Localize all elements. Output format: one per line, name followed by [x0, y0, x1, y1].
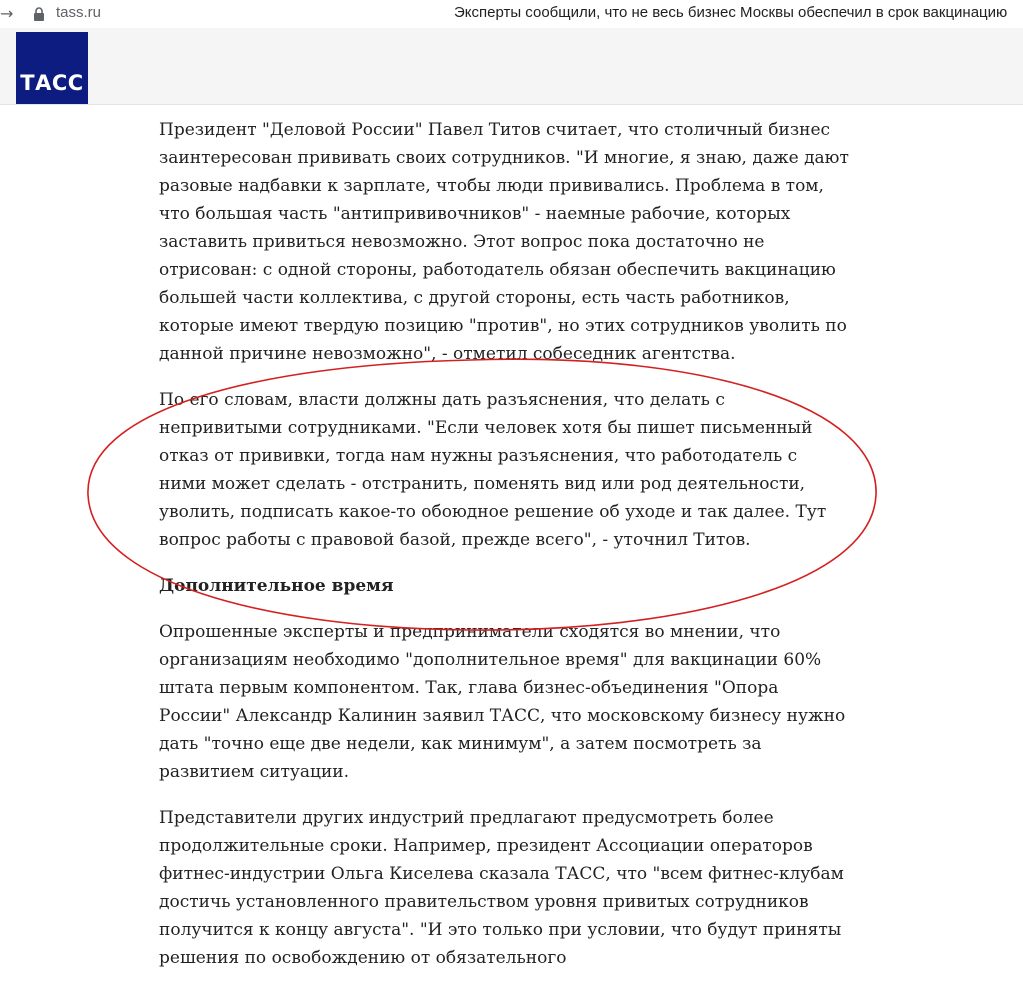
url-domain[interactable]: tass.ru: [56, 4, 102, 21]
page-title: Эксперты сообщили, что не весь бизнес Москвы обеспечил в срок вакцинацию: [454, 4, 1008, 21]
article-paragraph: Президент "Деловой России" Павел Титов считает, что столичный бизнес заинтересован прививать своих сотрудников. "И многие, я знаю, даже дают разовые надбавки к зарплате, чтобы люди прививались. Проблема в том, что большая часть "антипрививочников" - наемные рабочие, которых заставить привиться невозможно. Этот вопрос пока достаточно не отрисован: с одной стороны, работодатель обязан обеспечить вакцинацию большей части коллектива, с другой стороны, есть часть работников, которые имеют твердую позицию "против", но этих сотрудников уволить по данной причине невозможно", - отметил собеседник агентства.: [159, 120, 849, 364]
tass-logo[interactable]: [16, 32, 88, 104]
forward-arrow-icon[interactable]: →: [0, 4, 14, 23]
browser-address-bar: [0, 0, 1023, 29]
article-body: [159, 116, 849, 990]
article-paragraph: Опрошенные эксперты и предприниматели сходятся во мнении, что организациям необходимо "дополнительное время" для вакцинации 60% штата первым компонентом. Так, глава бизнес-объединения "Опора России" Александр Калинин заявил ТАСС, что московскому бизнесу нужно дать "точно еще две недели, как минимум", а затем посмотреть за развитием ситуации.: [159, 622, 846, 782]
lock-icon[interactable]: [32, 6, 46, 22]
site-header: [0, 28, 1023, 105]
article-subheading: Дополнительное время: [159, 576, 394, 596]
logo-text: ТАСС: [20, 71, 84, 95]
article-paragraph: Представители других индустрий предлагают предусмотреть более продолжительные сроки. Например, президент Ассоциации операторов фитнес-индустрии Ольга Киселева сказала ТАСС, что "всем фитнес-клубам достичь установленного правительством уровня привитых сотрудников получится к концу августа". "И это только при условии, что будут приняты решения по освобождению от обязательного: [159, 808, 844, 968]
article-paragraph-highlighted: По его словам, власти должны дать разъяснения, что делать с непривитыми сотрудниками. "Если человек хотя бы пишет письменный отказ от прививки, тогда нам нужны разъяснения, что работодатель с ними может сделать - отстранить, поменять вид или род деятельности, уволить, подписать какое-то обоюдное решение об уходе и так далее. Тут вопрос работы с правовой базой, прежде всего", - уточнил Титов.: [159, 390, 827, 550]
